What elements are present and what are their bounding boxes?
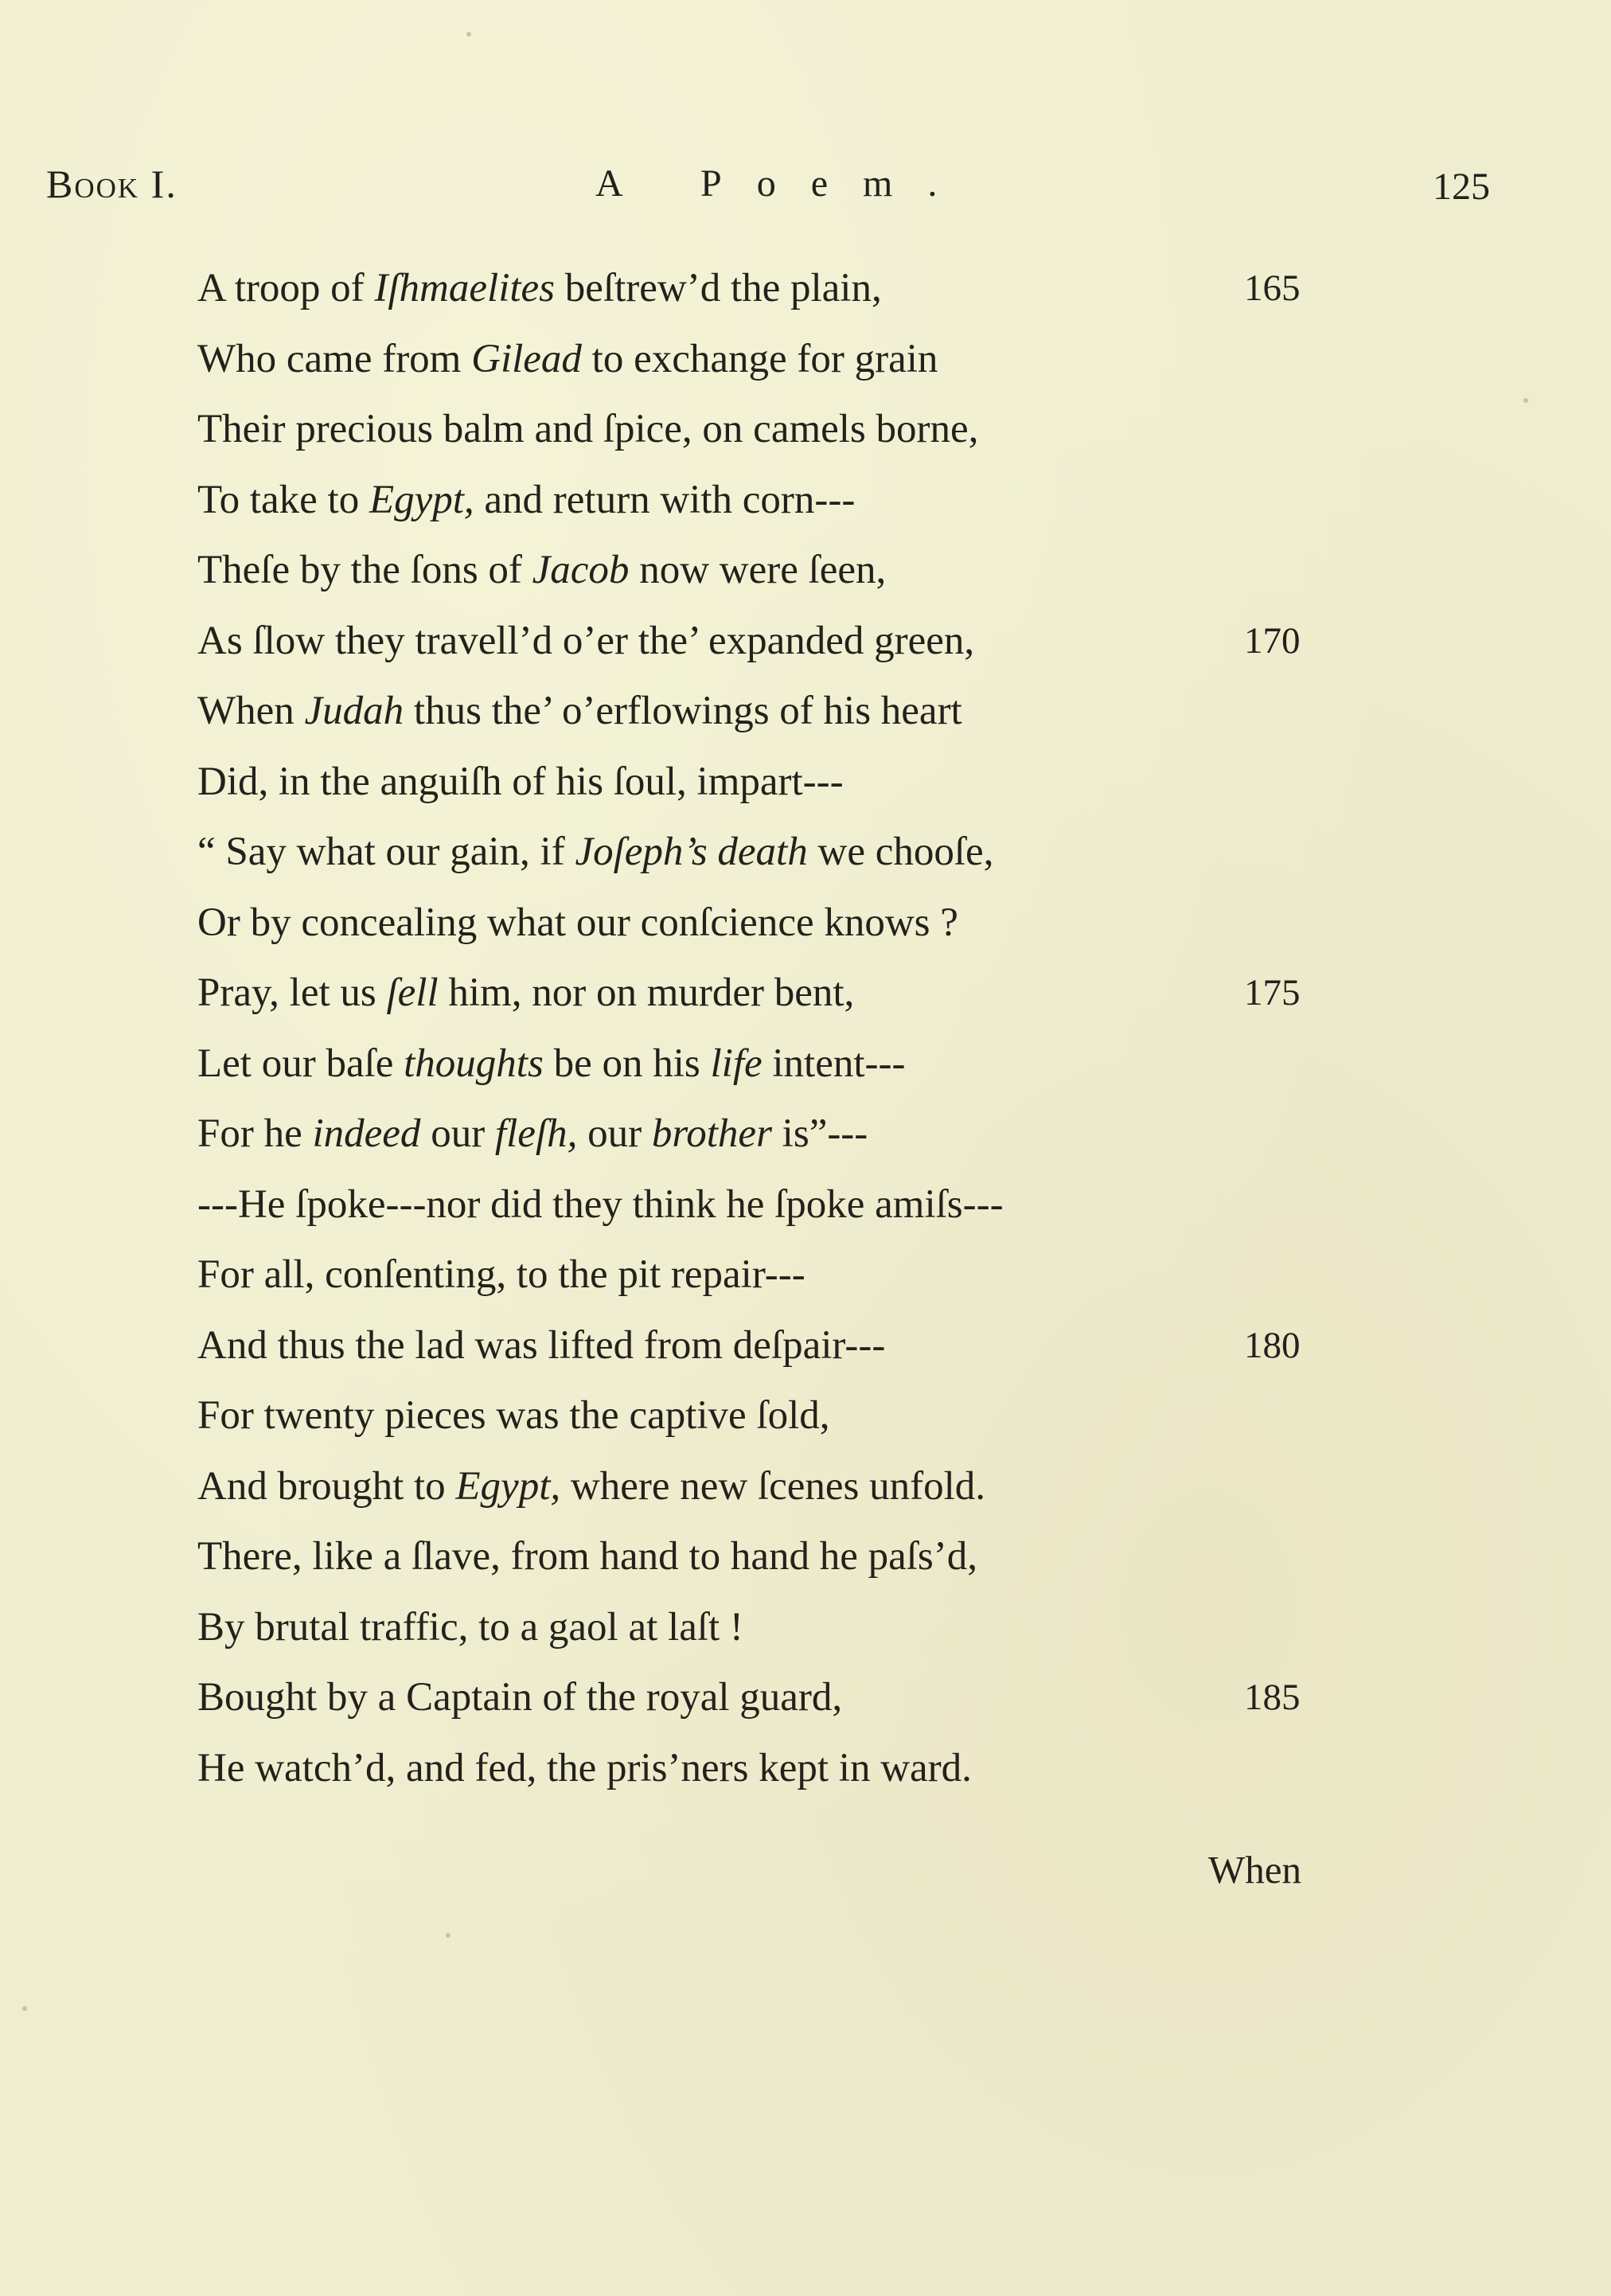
verse-line: [197, 1099, 1336, 1169]
verse-text: A troop of: [197, 266, 375, 310]
verse-text: where new ſcenes unfold.: [560, 1463, 986, 1509]
verse-text: Bought by a Captain of the royal guard,: [197, 1675, 843, 1720]
verse-text: Their precious balm and ſpice, on camels borne,: [197, 407, 979, 451]
verse-text: be on his: [543, 1041, 711, 1086]
verse-text: Who came from: [197, 336, 472, 381]
verse-line: [197, 1310, 1336, 1381]
poem-body: [197, 253, 1336, 1803]
verse-italic: ſell: [386, 970, 439, 1015]
verse-line: [197, 958, 1336, 1029]
line-number: 185: [1244, 1677, 1301, 1718]
verse-line: [197, 535, 1336, 606]
page-number: 125: [1433, 166, 1490, 208]
paper-speck: [22, 2006, 27, 2011]
paper-speck: [466, 32, 471, 37]
verse-line: [197, 324, 1336, 395]
verse-text: is”---: [771, 1111, 868, 1156]
verse-line: [197, 1662, 1336, 1733]
verse-text: we chooſe,: [807, 830, 994, 874]
verse-text: thus the’ o’erflowings of his heart: [404, 689, 962, 733]
verse-line: [197, 394, 1336, 465]
verse-line: [197, 1451, 1336, 1522]
running-head-book: Book I.: [46, 162, 177, 206]
catchword: When: [1208, 1848, 1301, 1892]
verse-text: As ſlow they travell’d o’er the’ expanded green,: [197, 618, 975, 663]
verse-text: ---He ſpoke---nor did they think he ſpoke amiſs---: [197, 1181, 1004, 1227]
paper-speck: [1523, 398, 1528, 403]
verse-text: our: [577, 1111, 652, 1156]
verse-text: To take to: [197, 477, 369, 522]
verse-italic: Gilead: [471, 336, 582, 381]
verse-line: [197, 1733, 1336, 1804]
verse-line: [197, 253, 1336, 324]
verse-line: [197, 1029, 1336, 1099]
verse-line: [197, 1380, 1336, 1451]
running-head-title: A Poem.: [595, 162, 973, 205]
verse-line: [197, 747, 1336, 818]
verse-text: intent---: [762, 1041, 906, 1086]
running-head: [46, 156, 1490, 212]
verse-text: to exchange for grain: [581, 336, 938, 381]
verse-text: By brutal traffic, to a gaol at laſt !: [197, 1604, 743, 1650]
verse-text: Theſe by the ſons of: [197, 548, 532, 592]
verse-italic: Joſeph’s death: [575, 830, 808, 874]
line-number: 175: [1244, 972, 1301, 1013]
verse-italic: fleſh,: [494, 1111, 578, 1156]
verse-text: And brought to: [197, 1463, 456, 1509]
verse-text: Let our baſe: [197, 1041, 404, 1086]
verse-italic: Egypt,: [369, 477, 474, 522]
paper-speck: [446, 1933, 451, 1938]
verse-italic: Iſhmaelites: [374, 266, 556, 310]
verse-line: [197, 606, 1336, 677]
verse-text: For twenty pieces was the captive ſold,: [197, 1393, 830, 1438]
verse-line: [197, 888, 1336, 959]
verse-text: Did, in the anguiſh of his ſoul, impart---: [197, 759, 844, 804]
verse-text: “ Say what our gain, if: [197, 830, 575, 874]
verse-text: When: [197, 689, 305, 733]
verse-text: For all, conſenting, to the pit repair---: [197, 1252, 806, 1297]
verse-line: [197, 1592, 1336, 1663]
verse-text: Or by concealing what our conſcience knows ?: [197, 900, 958, 945]
verse-text: beſtrew’d the plain,: [555, 266, 882, 310]
verse-line: [197, 1521, 1336, 1592]
verse-italic: Egypt,: [455, 1463, 561, 1509]
verse-text: and return with corn---: [474, 477, 856, 522]
verse-line: [197, 817, 1336, 888]
verse-text: now were ſeen,: [629, 548, 887, 592]
verse-text: our: [420, 1111, 495, 1156]
line-number: 165: [1244, 267, 1301, 309]
verse-italic: indeed: [312, 1111, 421, 1156]
verse-italic: Jacob: [532, 548, 630, 592]
verse-italic: Judah: [304, 689, 404, 733]
verse-line: [197, 676, 1336, 747]
line-number: 170: [1244, 619, 1301, 662]
verse-text: him, nor on murder bent,: [438, 970, 855, 1015]
verse-line: [197, 1240, 1336, 1310]
verse-line: [197, 1169, 1336, 1240]
verse-text: He watch’d, and fed, the pris’ners kept in ward.: [197, 1745, 972, 1790]
verse-italic: life: [710, 1041, 763, 1086]
verse-line: [197, 465, 1336, 536]
verse-italic: thoughts: [404, 1041, 544, 1086]
verse-italic: brother: [651, 1111, 772, 1156]
verse-text: For he: [197, 1111, 313, 1156]
verse-text: There, like a ſlave, from hand to hand he paſs’d,: [197, 1534, 977, 1579]
verse-text: Pray, let us: [197, 970, 387, 1015]
verse-text: And thus the lad was lifted from deſpair---: [197, 1322, 886, 1368]
line-number: 180: [1244, 1324, 1301, 1366]
